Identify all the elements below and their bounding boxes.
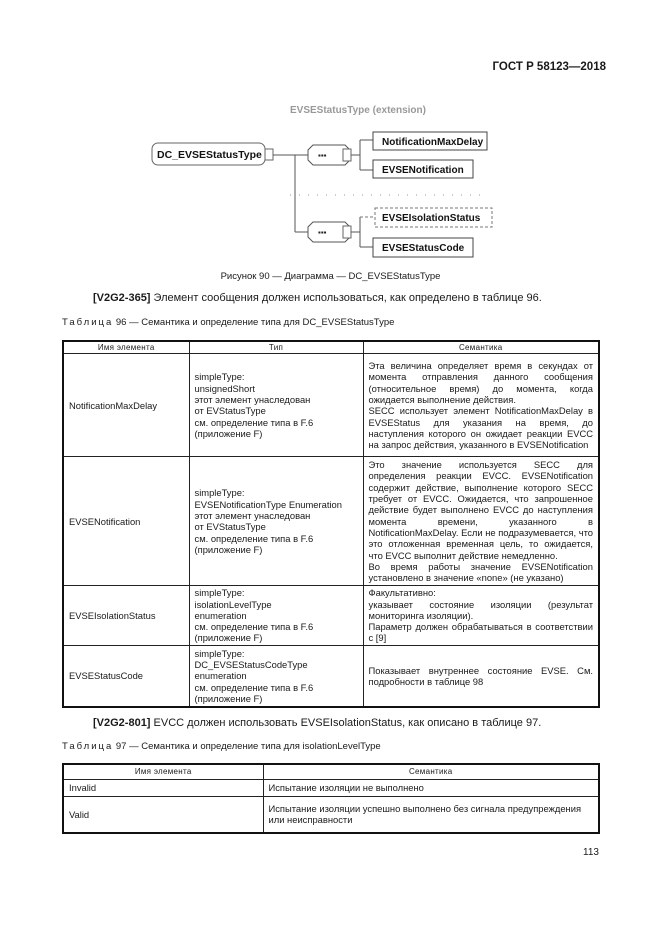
- requirement-801: [V2G2-801] EVCC должен использовать EVSEIsolationStatus, как описано в таблице 97.: [93, 717, 542, 729]
- element-name: EVSEStatusCode: [63, 645, 189, 707]
- element-semantics: Показывает внутреннее состояние EVSE. См. подробности в таблице 98: [363, 645, 599, 707]
- table96-caption: Таблица 96 — Семантика и определение типа для DC_EVSEStatusType: [62, 317, 395, 328]
- table-row: [63, 586, 599, 645]
- element-type: simpleType: EVSENotificationType Enumeration этот элемент унаследован от EVStatusType см. определение типа в F.6 (приложение F): [189, 457, 363, 586]
- svg-text:EVSENotification: EVSENotification: [382, 165, 464, 176]
- element-type: simpleType: unsignedShort этот элемент унаследован от EVStatusType см. определение типа в F.6 (приложение F): [189, 354, 363, 457]
- table-row: [63, 457, 599, 586]
- element-semantics: Испытание изоляции не выполнено: [263, 780, 599, 797]
- element-semantics: Испытание изоляции успешно выполнено без сигнала предупреждения или неисправности: [263, 797, 599, 833]
- figure-caption: Рисунок 90 — Диаграмма — DC_EVSEStatusType: [220, 271, 441, 282]
- element-name: Valid: [63, 797, 263, 833]
- table97-caption: Таблица 97 — Семантика и определение типа для isolationLevelType: [62, 741, 381, 752]
- svg-text:▪▪▪: ▪▪▪: [318, 151, 327, 160]
- standard-header: ГОСТ Р 58123—2018: [492, 61, 606, 73]
- requirement-365: [V2G2-365] Элемент сообщения должен использоваться, как определено в таблице 96.: [93, 292, 542, 304]
- svg-text:EVSEStatusCode: EVSEStatusCode: [382, 243, 465, 254]
- table-row: [63, 354, 599, 457]
- table-row: [63, 645, 599, 707]
- page-number: 113: [583, 847, 599, 858]
- root-node-label: DC_EVSEStatusType: [157, 149, 262, 161]
- element-type: simpleType: DC_EVSEStatusCodeType enumeration см. определение типа в F.6 (приложение F): [189, 645, 363, 707]
- table-header-row: Имя элемента Тип Семантика: [63, 341, 599, 354]
- svg-text:▪▪▪: ▪▪▪: [318, 228, 327, 237]
- schema-diagram: [140, 95, 510, 265]
- svg-text:NotificationMaxDelay: NotificationMaxDelay: [382, 137, 484, 148]
- element-name: EVSEIsolationStatus: [63, 586, 189, 645]
- element-type: simpleType: isolationLevelType enumeration см. определение типа в F.6 (приложение F): [189, 586, 363, 645]
- element-semantics: Факультативно: указывает состояние изоляции (результат мониторинга изоляции). Параметр должен обрабатываться в соответствии с [9]: [363, 586, 599, 645]
- svg-text:EVSEIsolationStatus: EVSEIsolationStatus: [382, 213, 481, 224]
- element-name: Invalid: [63, 780, 263, 797]
- element-name: NotificationMaxDelay: [63, 354, 189, 457]
- element-semantics: Это значение используется SECC для определения реакции EVCC. EVSENotification содержит действие, выполнение которого SECC требует от EVCC. Ожидается, что запрошенное действие будет выполнено EVCC до наступления момента времени, указанного в NotificationMaxDelay. Если не подразумевается, что это отложенная временная цель, то ожидается, что EVCC выполнит действие немедленно. Во время работы значение EVSENotification установлено в значение «none» (не указано): [363, 457, 599, 586]
- table-96: [62, 340, 600, 708]
- element-name: EVSENotification: [63, 457, 189, 586]
- table-row: [63, 797, 599, 833]
- diagram-extension-title: EVSEStatusType (extension): [290, 105, 426, 116]
- element-semantics: Эта величина определяет время в секундах от момента отправления данного сообщения (относительное время) до момента, когда ожидается выполнение действия. SECC использует элемент NotificationMaxDelay в EVSEStatus для указания на время, до наступления которого он ожидает реакции EVCC на запрос действия, указанного в EVSENotification: [363, 354, 599, 457]
- table-97: [62, 763, 600, 834]
- table-header-row: Имя элемента Семантика: [63, 764, 599, 780]
- table-row: [63, 780, 599, 797]
